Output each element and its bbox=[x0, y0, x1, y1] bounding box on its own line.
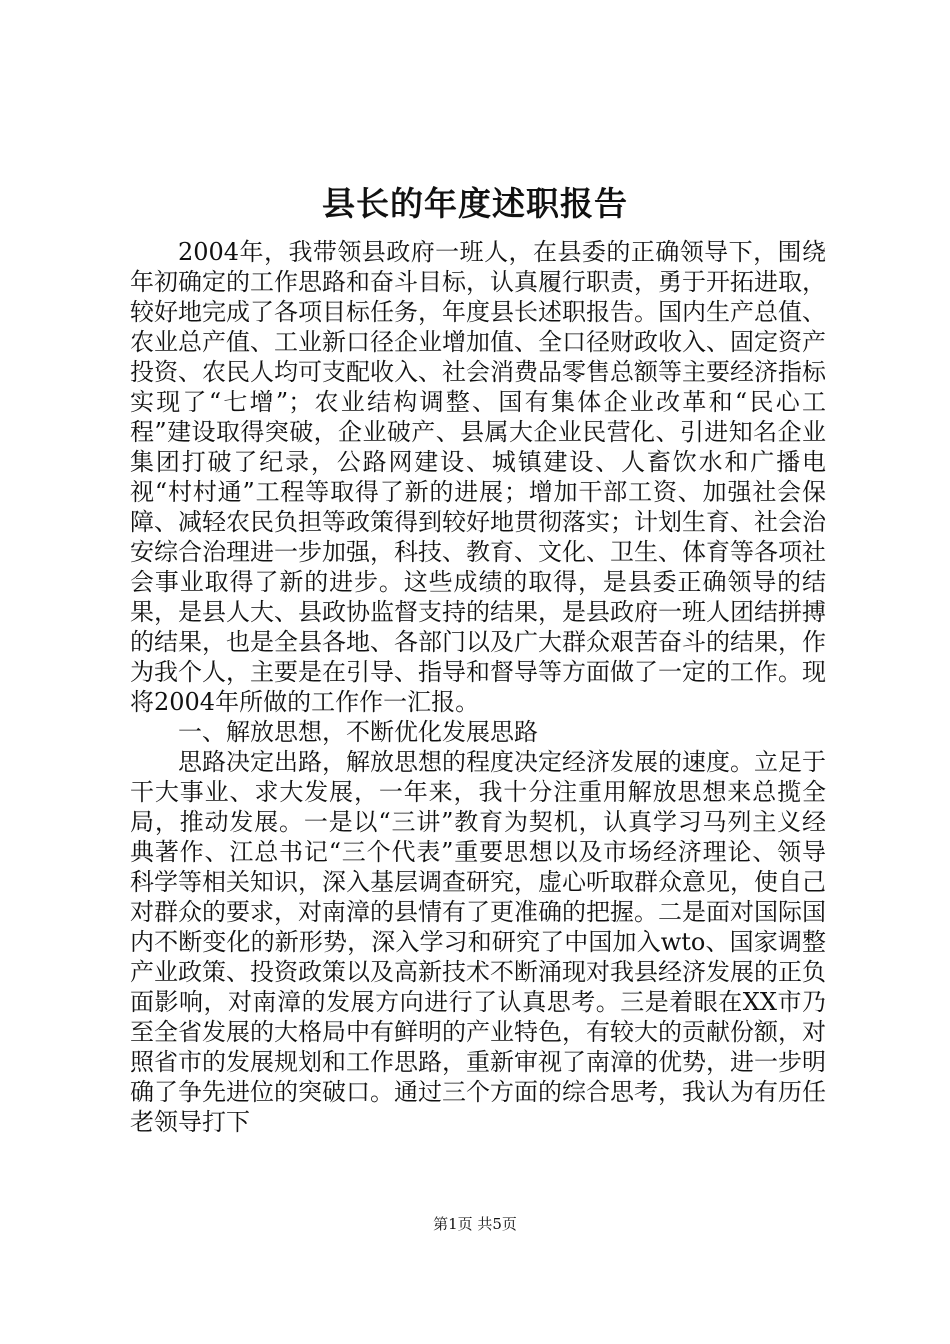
document-body bbox=[130, 237, 826, 1137]
page-number-footer: 第1页 共5页 bbox=[433, 1215, 517, 1233]
paragraph-section-1: 思路决定出路，解放思想的程度决定经济发展的速度。立足于干大事业、求大发展，一年来，我十分注重用解放思想来总揽全局，推动发展。一是以“三讲”教育为契机，认真学习马列主义经典著作、江总书记“三个代表”重要思想以及市场经济理论、领导科学等相关知识，深入基层调查研究，虚心听取群众意见，使自己对群众的要求，对南漳的县情有了更准确的把握。二是面对国际国内不断变化的新形势，深入学习和研究了中国加入wto、国家调整产业政策、投资政策以及高新技术不断涌现对我县经济发展的正负面影响，对南漳的发展方向进行了认真思考。三是着眼在XX市乃至全省发展的大格局中有鲜明的产业特色，有较大的贡献份额，对照省市的发展规划和工作思路，重新审视了南漳的优势，进一步明确了争先进位的突破口。通过三个方面的综合思考，我认为有历任老领导打下 bbox=[130, 748, 826, 1136]
section-heading-1: 一、解放思想，不断优化发展思路 bbox=[178, 718, 538, 746]
document-title: 县长的年度述职报告 bbox=[322, 184, 628, 223]
paragraph-intro: 2004年，我带领县政府一班人，在县委的正确领导下，围绕年初确定的工作思路和奋斗目标，认真履行职责，勇于开拓进取，较好地完成了各项目标任务，年度县长述职报告。国内生产总值、农业总产值、工业新口径企业增加值、全口径财政收入、固定资产投资、农民人均可支配收入、社会消费品零售总额等主要经济指标实现了“七增”；农业结构调整、国有集体企业改革和“民心工程”建设取得突破，企业破产、县属大企业民营化、引进知名企业集团打破了纪录，公路网建设、城镇建设、人畜饮水和广播电视“村村通”工程等取得了新的进展；增加干部工资、加强社会保障、减轻农民负担等政策得到较好地贯彻落实；计划生育、社会治安综合治理进一步加强，科技、教育、文化、卫生、体育等各项社会事业取得了新的进步。这些成绩的取得，是县委正确领导的结果，是县人大、县政协监督支持的结果，是县政府一班人团结拼搏的结果，也是全县各地、各部门以及广大群众艰苦奋斗的结果，作为我个人，主要是在引导、指导和督导等方面做了一定的工作。现将2004年所做的工作作一汇报。 bbox=[130, 238, 826, 716]
